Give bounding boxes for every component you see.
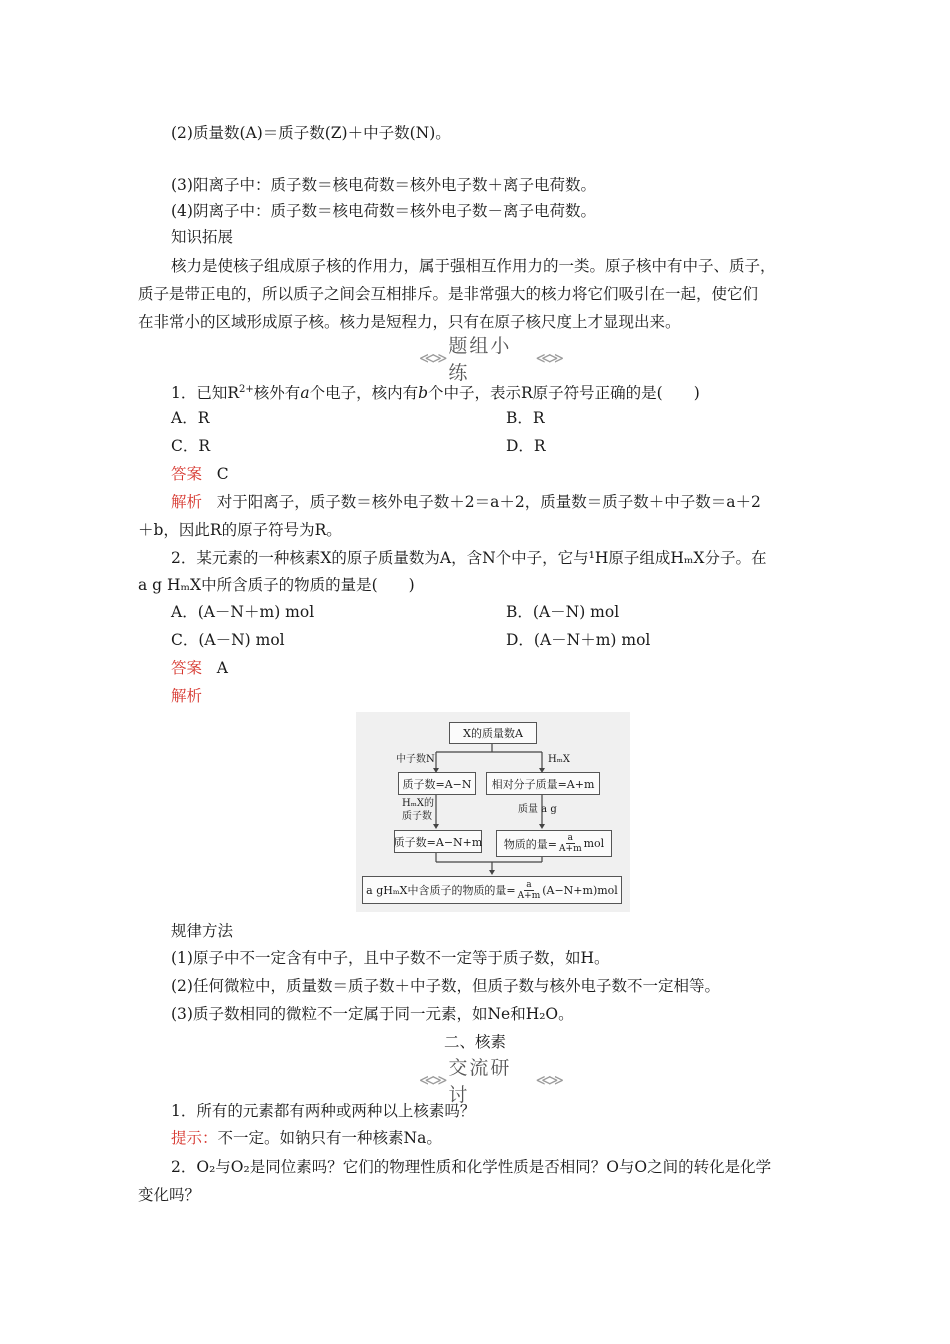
fraction-numerator: a [526,879,532,890]
banner-right-ornament-icon: ≪≫ [535,1071,561,1089]
solution-flow-diagram [356,712,630,912]
section-banner-practice [415,335,565,384]
diagram-box-protons-total: 质子数=A−N+m [394,830,482,853]
banner-left-ornament-icon: ≪≫ [419,349,445,367]
diagram-label-neutrons: 中子数N [396,754,435,765]
explanation-text: 对于阳离子，质子数＝核外电子数＋2＝a＋2，质量数＝质子数＋中子数＝a＋2 [216,493,761,511]
fraction-numerator: a [567,833,573,843]
fraction-denominator: A+m [559,844,582,854]
diagram-label-protons: 质子数 [402,811,432,822]
q1-text: 个中子，表示R原子符号正确的是( ) [428,384,700,403]
question-2-stem: 2．某元素的一种核素X的原子质量数为A，含N个中子，它与¹H原子组成HₘX分子。在 [171,549,767,567]
paragraph-line: 质子是带正电的，所以质子之间会互相排斥。是非常强大的核力将它们吸引在一起，使它们 [138,285,759,303]
discussion-hint [171,1128,442,1148]
diagram-box-mass-number: X的质量数A [449,722,537,744]
result-label: a gHₘX中含质子的物质的量= [366,884,516,897]
q1-answer [171,464,229,484]
answer-label: 答案 [171,659,203,677]
answer-value: A [216,659,228,677]
diagram-box-protons: 质子数=A−N [398,772,476,795]
hint-text: 不一定。如钠只有一种核素Na。 [217,1129,442,1147]
rules-heading: 规律方法 [171,922,234,940]
explanation-label: 解析 [171,493,203,511]
moles-fraction [559,833,582,854]
q1-charge: 2+ [239,384,254,395]
diagram-box-result [362,876,622,904]
result-fraction [518,880,541,901]
formula-line-mass-number: (2)质量数(A)＝质子数(Z)＋中子数(N)。 [171,124,451,142]
diagram-label-hmx-of: HₘX的 [402,798,434,809]
rule-2: (2)任何微粒中，质量数＝质子数＋中子数，但质子数与核外电子数不一定相等。 [171,977,720,995]
diagram-box-molar-mass: 相对分子质量=A+m [486,772,600,795]
banner-title: 题组小练 [448,335,512,384]
diagram-box-moles [496,830,612,857]
q1-option-d: D．R [506,437,546,455]
rule-3: (3)质子数相同的微粒不一定属于同一元素，如Ne和H₂O。 [171,1005,574,1023]
hint-label: 提示： [171,1129,218,1147]
discussion-q1: 1．所有的元素都有两种或两种以上核素吗？ [171,1102,476,1120]
banner-left-ornament-icon: ≪≫ [419,1071,445,1089]
q2-option-b: B．(A－N) mol [506,603,620,621]
rule-1: (1)原子中不一定含有中子，且中子数不一定等于质子数，如H。 [171,949,610,967]
moles-label: 物质的量= [503,837,558,851]
q2-option-c: C．(A－N) mol [171,631,285,649]
q1-option-a: A．R [171,409,210,427]
discussion-q2: 2．O₂与O₂是同位素吗？它们的物理性质和化学性质是否相同？O与O之间的转化是化学 [171,1158,772,1176]
q1-var-a: a [300,384,310,403]
diagram-label-mass: 质量 a g [518,804,557,815]
question-1-stem [171,380,700,403]
paragraph-line: 核力是使核子组成原子核的作用力，属于强相互作用力的一类。原子核中有中子、质子， [171,257,776,275]
diagram-label-hmx: HₘX [548,754,570,765]
q1-text: 个电子，核内有 [309,384,419,403]
q1-option-b: B．R [506,409,545,427]
answer-value: C [216,465,229,483]
q1-option-c: C．R [171,437,211,455]
knowledge-extension-heading: 知识拓展 [171,228,234,246]
q2-explanation-label [171,686,202,706]
banner-right-ornament-icon: ≪≫ [535,349,561,367]
result-tail: (A−N+m)mol [542,883,618,897]
section-banner-discussion [415,1057,565,1106]
q2-option-d: D．(A－N＋m) mol [506,631,651,649]
q1-var-b: b [418,384,429,403]
formula-line-cation: (3)阳离子中：质子数＝核电荷数＝核外电子数＋离子电荷数。 [171,176,596,194]
answer-label: 答案 [171,465,203,483]
q1-explanation-cont: ＋b，因此R的原子符号为R。 [138,521,342,539]
q2-answer [171,658,228,678]
banner-title: 交流研讨 [448,1057,512,1106]
discussion-q2-cont: 变化吗？ [138,1186,201,1204]
fraction-denominator: A+m [517,890,541,901]
section-heading-nuclide: 二、核素 [443,1033,506,1051]
q1-text: 1．已知R [171,384,240,403]
formula-line-anion: (4)阴离子中：质子数＝核电荷数＝核外电子数－离子电荷数。 [171,202,596,220]
q2-option-a: A．(A－N＋m) mol [171,603,315,621]
q1-explanation [171,492,761,512]
q1-text: 核外有 [253,384,301,403]
question-2-stem-cont: a g HₘX中所含质子的物质的量是( ) [138,576,415,594]
moles-unit: mol [583,837,605,850]
paragraph-line: 在非常小的区域形成原子核。核力是短程力，只有在原子核尺度上才显现出来。 [138,313,681,331]
explanation-label: 解析 [171,687,203,705]
